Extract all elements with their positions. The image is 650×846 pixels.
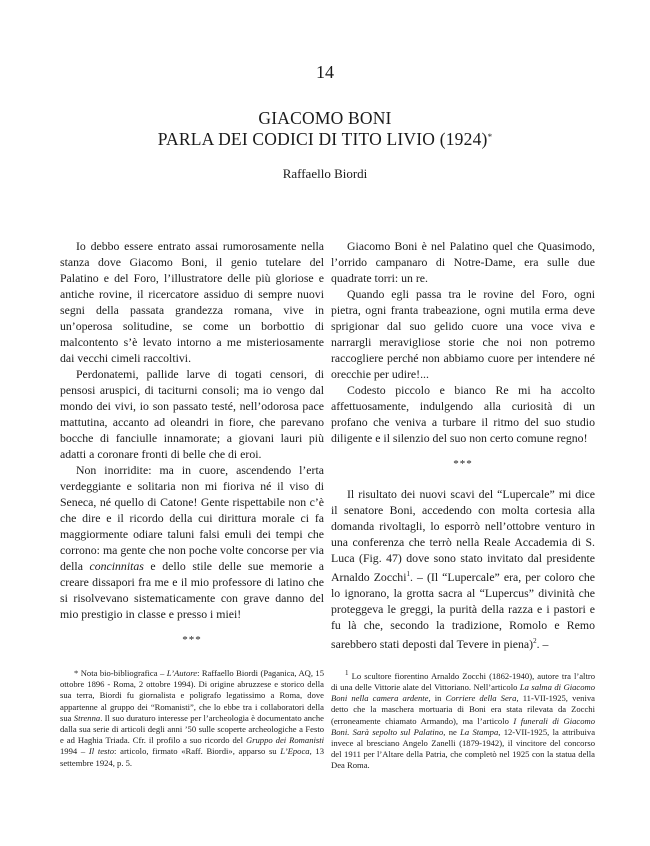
chapter-number: 14 — [316, 62, 334, 82]
title-line-1: GIACOMO BONI — [258, 108, 392, 128]
author-name: Raffaello Biordi — [282, 166, 368, 181]
article-title — [0, 108, 650, 150]
footnote-ref: 1 — [406, 570, 410, 578]
paragraph-text: Il risultato dei nuovi scavi del “Lupercale” mi dice il senatore Boni, accedendo con molta cortesia alla domanda rivoltagli, lo esporrò nell’ottobre venturo in una conferenza che terrò nella Reale Accademia di S. Luca (Fig. 47) dove sono stato invitato dal presidente Arnaldo Zocchi — [331, 487, 595, 584]
paragraph-text: Non inorridite: ma in cuore, ascendendo l’erta verdeggiante e solitaria non mi fioriva né il viso di Seneca, né quello di Catone! Gente rispettabile non c’è che dire e il ricordo della cui dirittura morale ci fa maggiormente odiare taluni falsi emuli dei tempi che corrono: ma gente che non poche volte concorse per via della — [60, 463, 324, 573]
italic-term: concinnitas — [89, 559, 144, 573]
paragraph — [60, 462, 324, 622]
right-column — [331, 238, 595, 652]
section-separator: *** — [453, 458, 473, 470]
footnote-bio — [60, 668, 324, 769]
paragraph: Giacomo Boni è nel Palatino quel che Quasimodo, l’orrido campanaro di Notre-Dame, era sulle due quadrate torri: un re. — [331, 239, 595, 285]
paragraph-text: . – (Il “Lupercale” era, per coloro che lo ignorano, la grotta sacra al “Lupercus” divinità che proteggeva le greggi, la purità della razza e i pastori e fu là che, secondo la tradizione, Romolo e Remo sarebbero stati deposti dal Tevere in piena) — [331, 569, 595, 651]
footnote-text: $^1$ Lo scultore fiorentino Arnaldo Zocchi (1862-1940), autore tra l’altro di una delle Vittorie alate del Vittoriano. Nell’articolo La salma di Giacomo Boni nella camera ardente, in Corriere della Sera, 11-VII-1925, veniva detto che la maschera mortuaria di Boni era stata rilevata da Zocchi (erroneamente chiamato Armando), ma l’articolo I funerali di Giacomo Boni. Sarà sepolto sul Palatino, ne La Stampa, 12-VII-1925, la attribuiva invece al bresciano Angelo Zanelli (1879-1942), il vincitore del concorso del 1911 per l’Altare della Patria, che completò nel 1925 con la statua della Dea Roma. — [331, 669, 596, 771]
footnote-1 — [331, 668, 595, 772]
paragraph: Io debbo essere entrato assai rumorosamente nella stanza dove Giacomo Boni, il genio tutelare del Palatino e del Foro, l’illustratore delle più gloriose e antiche rovine, il ricercatore assiduo di sempre nuovi segni della passata grandezza romana, vive in un’operosa solitudine, se come un borbottio di malcontento s’è levato intorno a me misteriosamente dai vecchi cimeli raccoltivi. — [60, 239, 324, 365]
title-line-2 — [0, 129, 650, 150]
section-separator: *** — [182, 634, 202, 646]
paragraph: Codesto piccolo e bianco Re mi ha accolto affettuosamente, indulgendo alla curiosità di un profano che veniva a turbare il ritmo del suo studio diligente e il silenzio del suo non certo comune regno! — [331, 383, 595, 445]
title-line-2-text: PARLA DEI CODICI DI TITO LIVIO (1924) — [157, 129, 488, 149]
left-column — [60, 238, 324, 662]
paragraph-text: e dello stile delle sue memorie a creare dissapori fra me e il mio professore di latino che si risolvevano sistematicamente con grave danno del mio prestigio in classe e presso i miei! — [60, 559, 325, 621]
footnote-ref: 2 — [533, 636, 537, 645]
paragraph: Perdonatemi, pallide larve di togati censori, di pensosi aruspici, di taciturni consoli; ma io vengo dal mondo dei vivi, io son passato testé, nell’odorosa pace mattutina, accanto ad oleandri in fiore, che parevano bocche di fanciulle innamorate; a giovani lauri più adatti a coronare fronti di belle che di eroi. — [60, 367, 324, 461]
paragraph — [331, 486, 595, 652]
footnote-text: * Nota bio-bibliografica – L’Autore: Raffaello Biordi (Paganica, AQ, 15 ottobre 1896 - Roma, 2 ottobre 1994). Di origine abruzzese e storico della sua terra, Biordi fu giornalista e poligrafo legatissimo a Roma, dove appartenne al gruppo dei “Romanisti”, che lo ebbe tra i collaboratori della sua Strenna. Il suo duraturo interesse per l’archeologia è documentato anche dalla sua serie di articoli degli anni ’50 sulle scoperte archeologiche a Festo e ad Haghia Triada. Cfr. il profilo a suo ricordo del Gruppo dei Romanisti 1994 – Il testo: articolo, firmato «Raff. Biordi», apparso su L’Epoca, 13 settembre 1924, p. 5. — [60, 668, 325, 768]
title-footnote-mark: * — [487, 132, 493, 142]
paragraph-text: . – — [536, 636, 549, 651]
paragraph: Quando egli passa tra le rovine del Foro, ogni pietra, ogni franta trabeazione, ogni mutila erma deve sprigionar dal suo gelido cuore una voce viva e narrargli meravigliose storie che noi non potremo raccogliere perché non abbiamo cuore per intendere né orecchie per udire!... — [331, 287, 595, 381]
